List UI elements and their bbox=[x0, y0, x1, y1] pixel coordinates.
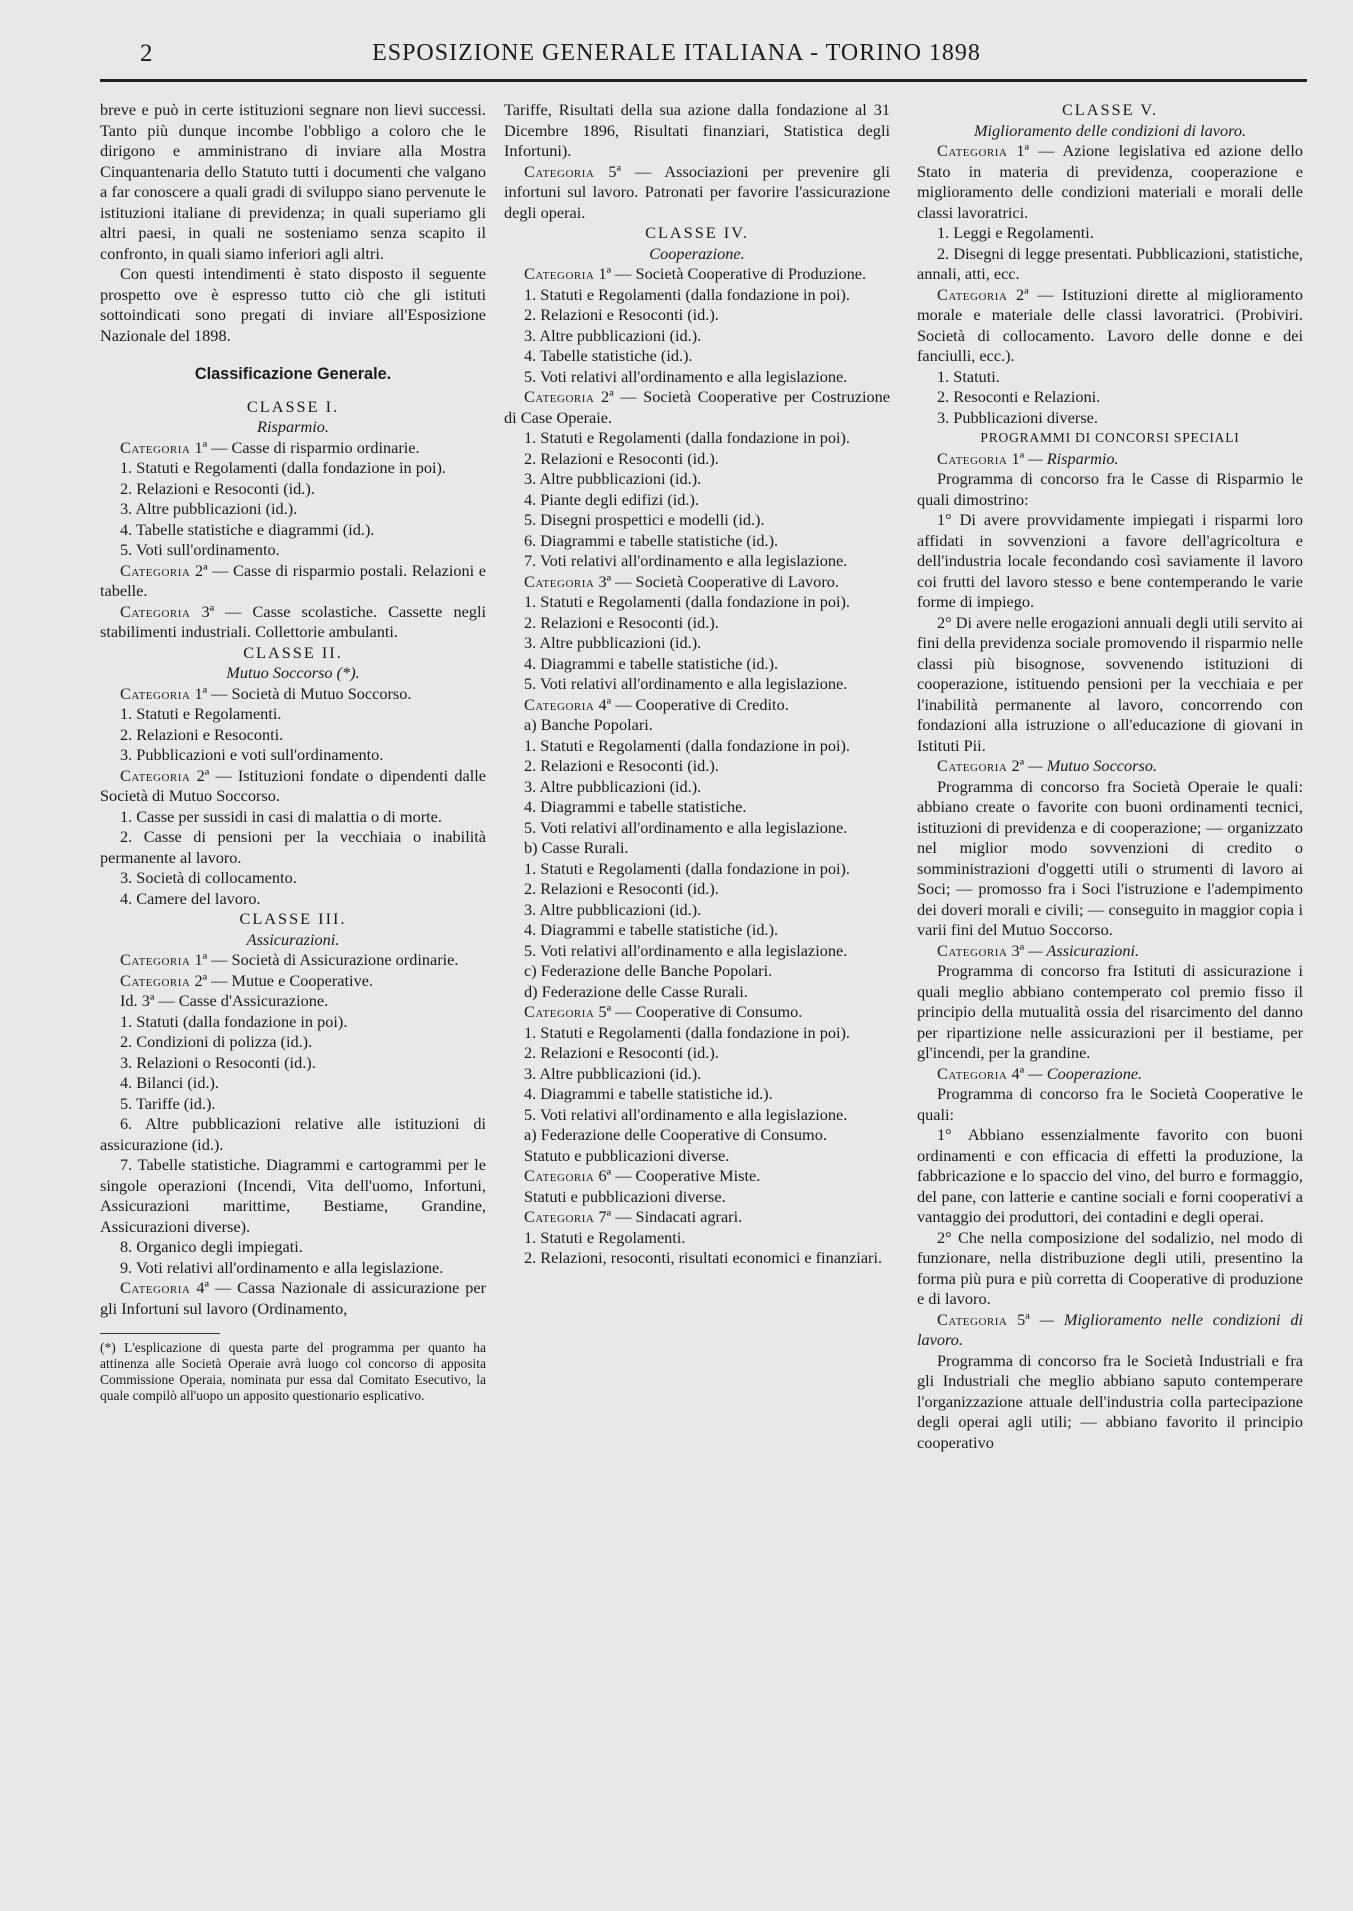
list-item: 1. Statuti e Regolamenti (dalla fondazione in poi). bbox=[524, 858, 850, 878]
list-item: 2. Relazioni, resoconti, risultati economici e finanziari. bbox=[524, 1248, 883, 1267]
list-item: d) Federazione delle Casse Rurali. bbox=[524, 981, 748, 1001]
category-label: Categoria bbox=[120, 601, 191, 621]
list-item: a) Federazione delle Cooperative di Consumo. bbox=[524, 1125, 827, 1144]
list-item: 4. Diagrammi e tabelle statistiche id.). bbox=[524, 1084, 773, 1103]
category-label: Categoria bbox=[524, 694, 595, 714]
category-label: Categoria bbox=[524, 571, 595, 591]
list-item: Programma di concorso fra le Società Industriali e fra gli Industriali che meglio abbiano saputo contemperare l'organizzazione attuale dell'industria colla partecipazione degli operai agli utili; — abbiano favorito il principio cooperativo bbox=[917, 1350, 1303, 1452]
category-number: 2ª bbox=[194, 560, 208, 580]
list-item: 1. Statuti e Regolamenti (dalla fondazione in poi). bbox=[120, 458, 446, 477]
list-item: 1. Statuti e Regolamenti (dalla fondazione in poi). bbox=[524, 735, 850, 755]
class-heading: CLASSE III. bbox=[239, 909, 347, 928]
category-entry bbox=[504, 1207, 890, 1228]
category-text: — Associazioni per prevenire gli infortuni sul lavoro. Patronati per favorire l'assicurazione degli operai. bbox=[504, 161, 890, 222]
category-label: Categoria bbox=[937, 756, 1008, 775]
list-item: 2. Disegni di legge presentati. Pubblicazioni, statistiche, annali, atti, ecc. bbox=[917, 243, 1303, 283]
list-item: 2° Che nella composizione del sodalizio, nel modo di funzionare, nella distribuzione degli utili, presentino la forma più pura e più corretta di Cooperative di produzione e di lavoro. bbox=[917, 1227, 1303, 1308]
category-number: 1ª bbox=[194, 950, 208, 969]
list-item: 5. Voti relativi all'ordinamento e alla legislazione. bbox=[524, 366, 848, 386]
list-item: 3. Altre pubblicazioni (id.). bbox=[120, 499, 298, 518]
list-item: 4. Diagrammi e tabelle statistiche. bbox=[524, 797, 747, 816]
category-text: — Cassa Nazionale di assicurazione per gli Infortuni sul lavoro (Ordinamento, bbox=[100, 1278, 487, 1318]
list-item: 2. Relazioni e Resoconti (id.). bbox=[524, 879, 719, 898]
column-middle bbox=[504, 100, 890, 1269]
class-subtitle: Cooperazione. bbox=[649, 243, 745, 263]
category-label: Categoria bbox=[524, 161, 595, 181]
list-item: Statuto e pubblicazioni diverse. bbox=[524, 1145, 730, 1165]
list-item: 3. Altre pubblicazioni (id.). bbox=[524, 1063, 702, 1083]
category-entry bbox=[917, 285, 1303, 367]
list-item: 4. Diagrammi e tabelle statistiche (id.). bbox=[524, 920, 779, 939]
category-text: — Miglioramento nelle condizioni di lavoro. bbox=[917, 1309, 1303, 1349]
category-number: 1ª bbox=[1016, 141, 1030, 160]
category-number: 4ª bbox=[196, 1278, 209, 1297]
category-entry bbox=[504, 387, 890, 428]
list-item: Programma di concorso fra le Casse di Risparmio le quali dimostrino: bbox=[917, 469, 1303, 509]
category-number: 1ª bbox=[598, 264, 612, 283]
category-label: Categoria bbox=[937, 1063, 1008, 1083]
list-item: 1. Statuti e Regolamenti. bbox=[120, 704, 282, 723]
list-item: 2. Relazioni e Resoconti (id.). bbox=[524, 305, 719, 324]
category-number: 2ª bbox=[600, 387, 614, 406]
section-heading: Classificazione Generale. bbox=[194, 365, 392, 383]
list-item: 3. Altre pubblicazioni (id.). bbox=[524, 899, 702, 919]
class-subtitle: Mutuo Soccorso (*). bbox=[226, 663, 360, 682]
category-text: — Sindacati agrari. bbox=[615, 1207, 743, 1226]
category-text: — Azione legislativa ed azione dello Stato in materia di previdenza, cooperazione e miglioramento delle condizioni materiali e morali delle classi lavoratrici. bbox=[917, 141, 1303, 222]
category-number: 3ª bbox=[598, 571, 612, 591]
list-item: 6. Altre pubblicazioni relative alle istituzioni di assicurazione (id.). bbox=[100, 1114, 486, 1154]
category-entry bbox=[917, 941, 1303, 962]
list-item: a) Banche Popolari. bbox=[524, 715, 653, 734]
category-label: Categoria bbox=[937, 940, 1008, 960]
category-text: — Società Cooperative di Produzione. bbox=[615, 264, 867, 283]
page-header bbox=[100, 36, 1253, 76]
page-number: 2 bbox=[140, 40, 153, 67]
category-number: 2ª bbox=[196, 765, 210, 785]
list-item: 5. Voti relativi all'ordinamento e alla legislazione. bbox=[524, 674, 848, 693]
category-label: Categoria bbox=[524, 1002, 595, 1021]
category-text: — Società Cooperative per Costruzione di Case Operaie. bbox=[504, 387, 890, 427]
list-item: 3. Pubblicazioni diverse. bbox=[937, 407, 1098, 427]
category-text: — Cooperative di Consumo. bbox=[615, 1002, 803, 1021]
list-item: 5. Tariffe (id.). bbox=[120, 1093, 216, 1113]
list-item: 6. Diagrammi e tabelle statistiche (id.). bbox=[524, 530, 779, 550]
category-entry bbox=[504, 162, 890, 224]
list-item: 4. Diagrammi e tabelle statistiche (id.). bbox=[524, 653, 779, 673]
category-entry bbox=[917, 141, 1303, 223]
list-item: 5. Voti relativi all'ordinamento e alla legislazione. bbox=[524, 940, 848, 960]
list-item: 1° Abbiano essenzialmente favorito con buoni ordinamenti e con efficacia di effetti la produzione, la fabbricazione e lo spaccio del vino, del burro e formaggio, del pane, con latterie e cantine sociali e forni cooperativi a vantaggio dei produttori, dei contadini e degli operai. bbox=[917, 1125, 1303, 1226]
category-number: 6ª bbox=[598, 1166, 612, 1185]
list-item: Programma di concorso fra le Società Cooperative le quali: bbox=[917, 1084, 1303, 1124]
list-item: 3. Altre pubblicazioni (id.). bbox=[524, 776, 702, 796]
category-label: Categoria bbox=[524, 264, 595, 283]
category-number: 5ª bbox=[608, 161, 622, 181]
list-item: 8. Organico degli impiegati. bbox=[120, 1237, 303, 1256]
footnote: (*) L'esplicazione di questa parte del programma per quanto ha attinenza alle Società Operaie avrà luogo col concorso di apposita Commissione Operaia, nominata pur essa dal Comitato Esecutivo, la quale compilò all'uopo un apposito questionario esplicativo. bbox=[100, 1340, 486, 1403]
class-heading: CLASSE II. bbox=[243, 642, 343, 662]
list-item: c) Federazione delle Banche Popolari. bbox=[524, 961, 773, 980]
list-item: 4. Camere del lavoro. bbox=[120, 888, 261, 908]
list-item: Programma di concorso fra Istituti di assicurazione i quali meglio abbiano contemperato col premio fisso il principio della mutualità ossia del risarcimento del danno per ripartizione nelle assicurazioni per il bestiame, per gl'incendi, per la grandine. bbox=[917, 961, 1303, 1062]
category-number: 7ª bbox=[598, 1207, 612, 1226]
list-item: 9. Voti relativi all'ordinamento e alla legislazione. bbox=[120, 1257, 444, 1277]
list-item: 2° Di avere nelle erogazioni annuali degli utili servito ai fini della previdenza sociale promovendo il risparmio nelle classi più bisognose, sovvenendo istituzioni di cooperazione, istituendo pensioni per la vecchiaia e per l'inabilità permanente al lavoro, concorrendo con fondazioni alla istruzione o all'educazione di giovani in Istituti Pii. bbox=[917, 612, 1303, 755]
list-item: 1. Statuti e Regolamenti (dalla fondazione in poi). bbox=[524, 1022, 850, 1042]
category-entry bbox=[100, 766, 486, 807]
category-number: 2ª bbox=[194, 970, 208, 990]
list-item: 1. Statuti e Regolamenti (dalla fondazione in poi). bbox=[524, 428, 850, 447]
category-text: — Cooperazione. bbox=[1028, 1063, 1143, 1083]
list-item: 4. Tabelle statistiche e diagrammi (id.). bbox=[120, 519, 375, 539]
column-right bbox=[917, 100, 1303, 1453]
category-entry bbox=[917, 1064, 1303, 1085]
category-number: 3ª bbox=[201, 601, 215, 621]
category-label: Categoria bbox=[120, 683, 191, 703]
category-label: Categoria bbox=[524, 387, 595, 406]
category-label: Categoria bbox=[120, 765, 191, 785]
list-item: 2. Resoconti e Relazioni. bbox=[937, 387, 1101, 406]
list-item: 4. Bilanci (id.). bbox=[120, 1073, 220, 1092]
header-rule bbox=[100, 79, 1307, 82]
list-item: 1° Di avere provvidamente impiegati i risparmi loro affidati in sovvenzioni a favore dell'agricoltura e dell'industria locale fecondando così saviamente il lavoro coi frutti del lavoro stesso e bene contemperando le varie forme di impiego. bbox=[917, 510, 1303, 611]
list-item: 1. Statuti e Regolamenti (dalla fondazione in poi). bbox=[524, 284, 850, 304]
list-item: 2. Relazioni e Resoconti (id.). bbox=[120, 478, 315, 498]
class-subtitle: Risparmio. bbox=[257, 417, 329, 436]
category-label: Categoria bbox=[120, 560, 191, 580]
category-entry bbox=[917, 1310, 1303, 1351]
category-entry bbox=[100, 684, 486, 705]
footnote-rule bbox=[100, 1333, 220, 1334]
category-label: Categoria bbox=[937, 1309, 1008, 1329]
list-item: 5. Disegni prospettici e modelli (id.). bbox=[524, 510, 765, 529]
list-item: 2. Relazioni e Resoconti. bbox=[120, 724, 284, 744]
list-item: 3. Pubblicazioni e voti sull'ordinamento. bbox=[120, 745, 384, 764]
list-item: 2. Relazioni e Resoconti (id.). bbox=[524, 612, 719, 632]
category-text: — Istituzioni dirette al miglioramento morale e materiale delle classi lavoratrici. (Probiviri. Società di collocamento. Lavoro delle donne e dei fanciulli, ecc.). bbox=[917, 284, 1304, 365]
class-subtitle: Miglioramento delle condizioni di lavoro. bbox=[973, 120, 1247, 140]
list-item: 1. Statuti e Regolamenti. bbox=[524, 1227, 686, 1247]
list-item: 2. Relazioni e Resoconti (id.). bbox=[524, 1043, 719, 1062]
programs-heading: PROGRAMMI DI CONCORSI SPECIALI bbox=[980, 430, 1240, 445]
list-item: Programma di concorso fra Società Operaie le quali: abbiano create o favorite con buoni ordinamenti tecnici, istituzioni di previdenza e di cooperazione; — organizzato nel miglior modo sovvenzioni di credito o somministrazioni d'oggetti utili o strumenti di lavoro ai Soci; — promosso fra i Soci l'istruzione e l'adempimento dei doveri morali e civili; — conseguito in maggior copia i varii fini del Mutuo Soccorso. bbox=[917, 776, 1303, 939]
list-item: 5. Voti sull'ordinamento. bbox=[120, 540, 280, 559]
category-number: 5ª bbox=[598, 1002, 612, 1021]
category-label: Categoria bbox=[120, 950, 191, 969]
category-number: 2ª bbox=[1011, 756, 1025, 775]
category-entry bbox=[100, 561, 486, 602]
category-number: 5ª bbox=[1017, 1309, 1030, 1329]
category-text: — Società di Assicurazione ordinarie. bbox=[211, 950, 459, 969]
category-entry bbox=[100, 438, 486, 459]
paragraph: Tariffe, Risultati della sua azione dalla fondazione al 31 Dicembre 1896, Risultati finanziari, Statistica degli Infortuni). bbox=[504, 100, 890, 160]
paragraph: breve e può in certe istituzioni segnare non lievi successi. Tanto più dunque incombe l'obbligo a coloro che le dirigono e amministrano di inviare alla Mostra Cinquantenaria dello Statuto tutti i documenti che valgano a far conoscere a quali gradi di sviluppo siano pervenute le istituzioni italiane di previdenza; in quali superiamo gli altri paesi, in quali ne sosteniamo senza scapito il confronto, in quali siamo inferiori agli altri. bbox=[100, 100, 486, 263]
category-number: 4ª bbox=[598, 694, 612, 714]
category-entry bbox=[504, 695, 890, 716]
list-item: 1. Leggi e Regolamenti. bbox=[937, 223, 1094, 242]
list-item: 3. Altre pubblicazioni (id.). bbox=[524, 633, 702, 652]
list-item: 3. Relazioni o Resoconti (id.). bbox=[120, 1052, 316, 1072]
list-item: 3. Società di collocamento. bbox=[120, 868, 297, 887]
category-text: — Casse di risparmio postali. Relazioni e tabelle. bbox=[100, 560, 486, 600]
category-label: Categoria bbox=[120, 1278, 191, 1297]
category-entry bbox=[504, 264, 890, 285]
category-text: — Cooperative Miste. bbox=[615, 1166, 761, 1185]
category-text: — Mutuo Soccorso. bbox=[1028, 756, 1158, 775]
category-text: — Risparmio. bbox=[1028, 448, 1119, 468]
list-item: 3. Altre pubblicazioni (id.). bbox=[524, 469, 702, 488]
category-number: 1ª bbox=[194, 683, 208, 703]
category-entry bbox=[100, 971, 486, 992]
category-text: — Società Cooperative di Lavoro. bbox=[615, 571, 839, 591]
category-label: Categoria bbox=[937, 284, 1008, 304]
list-item: Id. 3ª — Casse d'Assicurazione. bbox=[120, 991, 329, 1010]
class-subtitle: Assicurazioni. bbox=[246, 929, 340, 949]
class-heading: CLASSE I. bbox=[246, 396, 340, 416]
category-number: 4ª bbox=[1011, 1063, 1025, 1083]
category-label: Categoria bbox=[524, 1166, 595, 1185]
category-entry bbox=[504, 572, 890, 593]
category-entry bbox=[100, 602, 486, 643]
list-item: 5. Voti relativi all'ordinamento e alla legislazione. bbox=[524, 817, 848, 837]
category-text: — Assicurazioni. bbox=[1028, 940, 1140, 960]
category-number: 1ª bbox=[1011, 448, 1025, 468]
category-label: Categoria bbox=[120, 437, 191, 457]
category-label: Categoria bbox=[937, 141, 1008, 160]
category-label: Categoria bbox=[120, 970, 191, 990]
class-heading: CLASSE V. bbox=[1061, 100, 1159, 119]
category-entry bbox=[917, 756, 1303, 777]
category-label: Categoria bbox=[524, 1207, 595, 1226]
category-text: — Mutue e Cooperative. bbox=[211, 970, 374, 990]
list-item: 7. Tabelle statistiche. Diagrammi e cartogrammi per le singole operazioni (Incendi, Vita dell'uomo, Infortuni, Assicurazioni marittime, Bestiame, Grandine, Assicurazioni diverse). bbox=[100, 1155, 486, 1236]
list-item: 1. Statuti e Regolamenti (dalla fondazione in poi). bbox=[524, 592, 850, 611]
list-item: 3. Altre pubblicazioni (id.). bbox=[524, 325, 702, 345]
list-item: 1. Statuti. bbox=[937, 366, 1000, 386]
category-text: — Casse di risparmio ordinarie. bbox=[211, 437, 420, 457]
list-item: b) Casse Rurali. bbox=[524, 838, 629, 857]
list-item: 2. Relazioni e Resoconti (id.). bbox=[524, 756, 719, 775]
running-title: ESPOSIZIONE GENERALE ITALIANA - TORINO 1898 bbox=[372, 40, 981, 66]
list-item: 7. Voti relativi all'ordinamento e alla legislazione. bbox=[524, 551, 848, 570]
list-item: Statuti e pubblicazioni diverse. bbox=[524, 1186, 726, 1206]
list-item: 4. Piante degli edifizi (id.). bbox=[524, 489, 699, 509]
list-item: 2. Casse di pensioni per la vecchiaia o inabilità permanente al lavoro. bbox=[100, 827, 486, 867]
category-text: — Casse scolastiche. Cassette negli stabilimenti industriali. Collettorie ambulanti. bbox=[100, 601, 487, 641]
category-text: — Società di Mutuo Soccorso. bbox=[211, 683, 412, 703]
category-text: — Istituzioni fondate o dipendenti dalle Società di Mutuo Soccorso. bbox=[100, 765, 487, 805]
category-text: — Cooperative di Credito. bbox=[615, 694, 789, 714]
category-entry bbox=[917, 449, 1303, 470]
category-entry bbox=[100, 1278, 486, 1319]
column-left bbox=[100, 100, 486, 1404]
list-item: 4. Tabelle statistiche (id.). bbox=[524, 346, 693, 365]
list-item: 5. Voti relativi all'ordinamento e alla legislazione. bbox=[524, 1104, 848, 1124]
category-number: 2ª bbox=[1015, 284, 1029, 304]
list-item: 1. Statuti (dalla fondazione in poi). bbox=[120, 1011, 348, 1031]
class-heading: CLASSE IV. bbox=[645, 223, 749, 242]
category-label: Categoria bbox=[937, 448, 1008, 468]
list-item: 1. Casse per sussidi in casi di malattia o di morte. bbox=[120, 806, 442, 826]
category-entry bbox=[100, 950, 486, 971]
category-entry bbox=[504, 1166, 890, 1187]
list-item: Con questi intendimenti è stato disposto il seguente prospetto ove è espresso tutto ciò che gli istituti sottoindicati sono pregati di inviare all'Esposizione Nazionale del 1898. bbox=[100, 264, 486, 345]
category-number: 3ª bbox=[1011, 940, 1025, 960]
category-entry bbox=[504, 1002, 890, 1023]
list-item: 2. Relazioni e Resoconti (id.). bbox=[524, 448, 719, 468]
list-item: 2. Condizioni di polizza (id.). bbox=[120, 1032, 313, 1051]
category-number: 1ª bbox=[194, 437, 208, 457]
